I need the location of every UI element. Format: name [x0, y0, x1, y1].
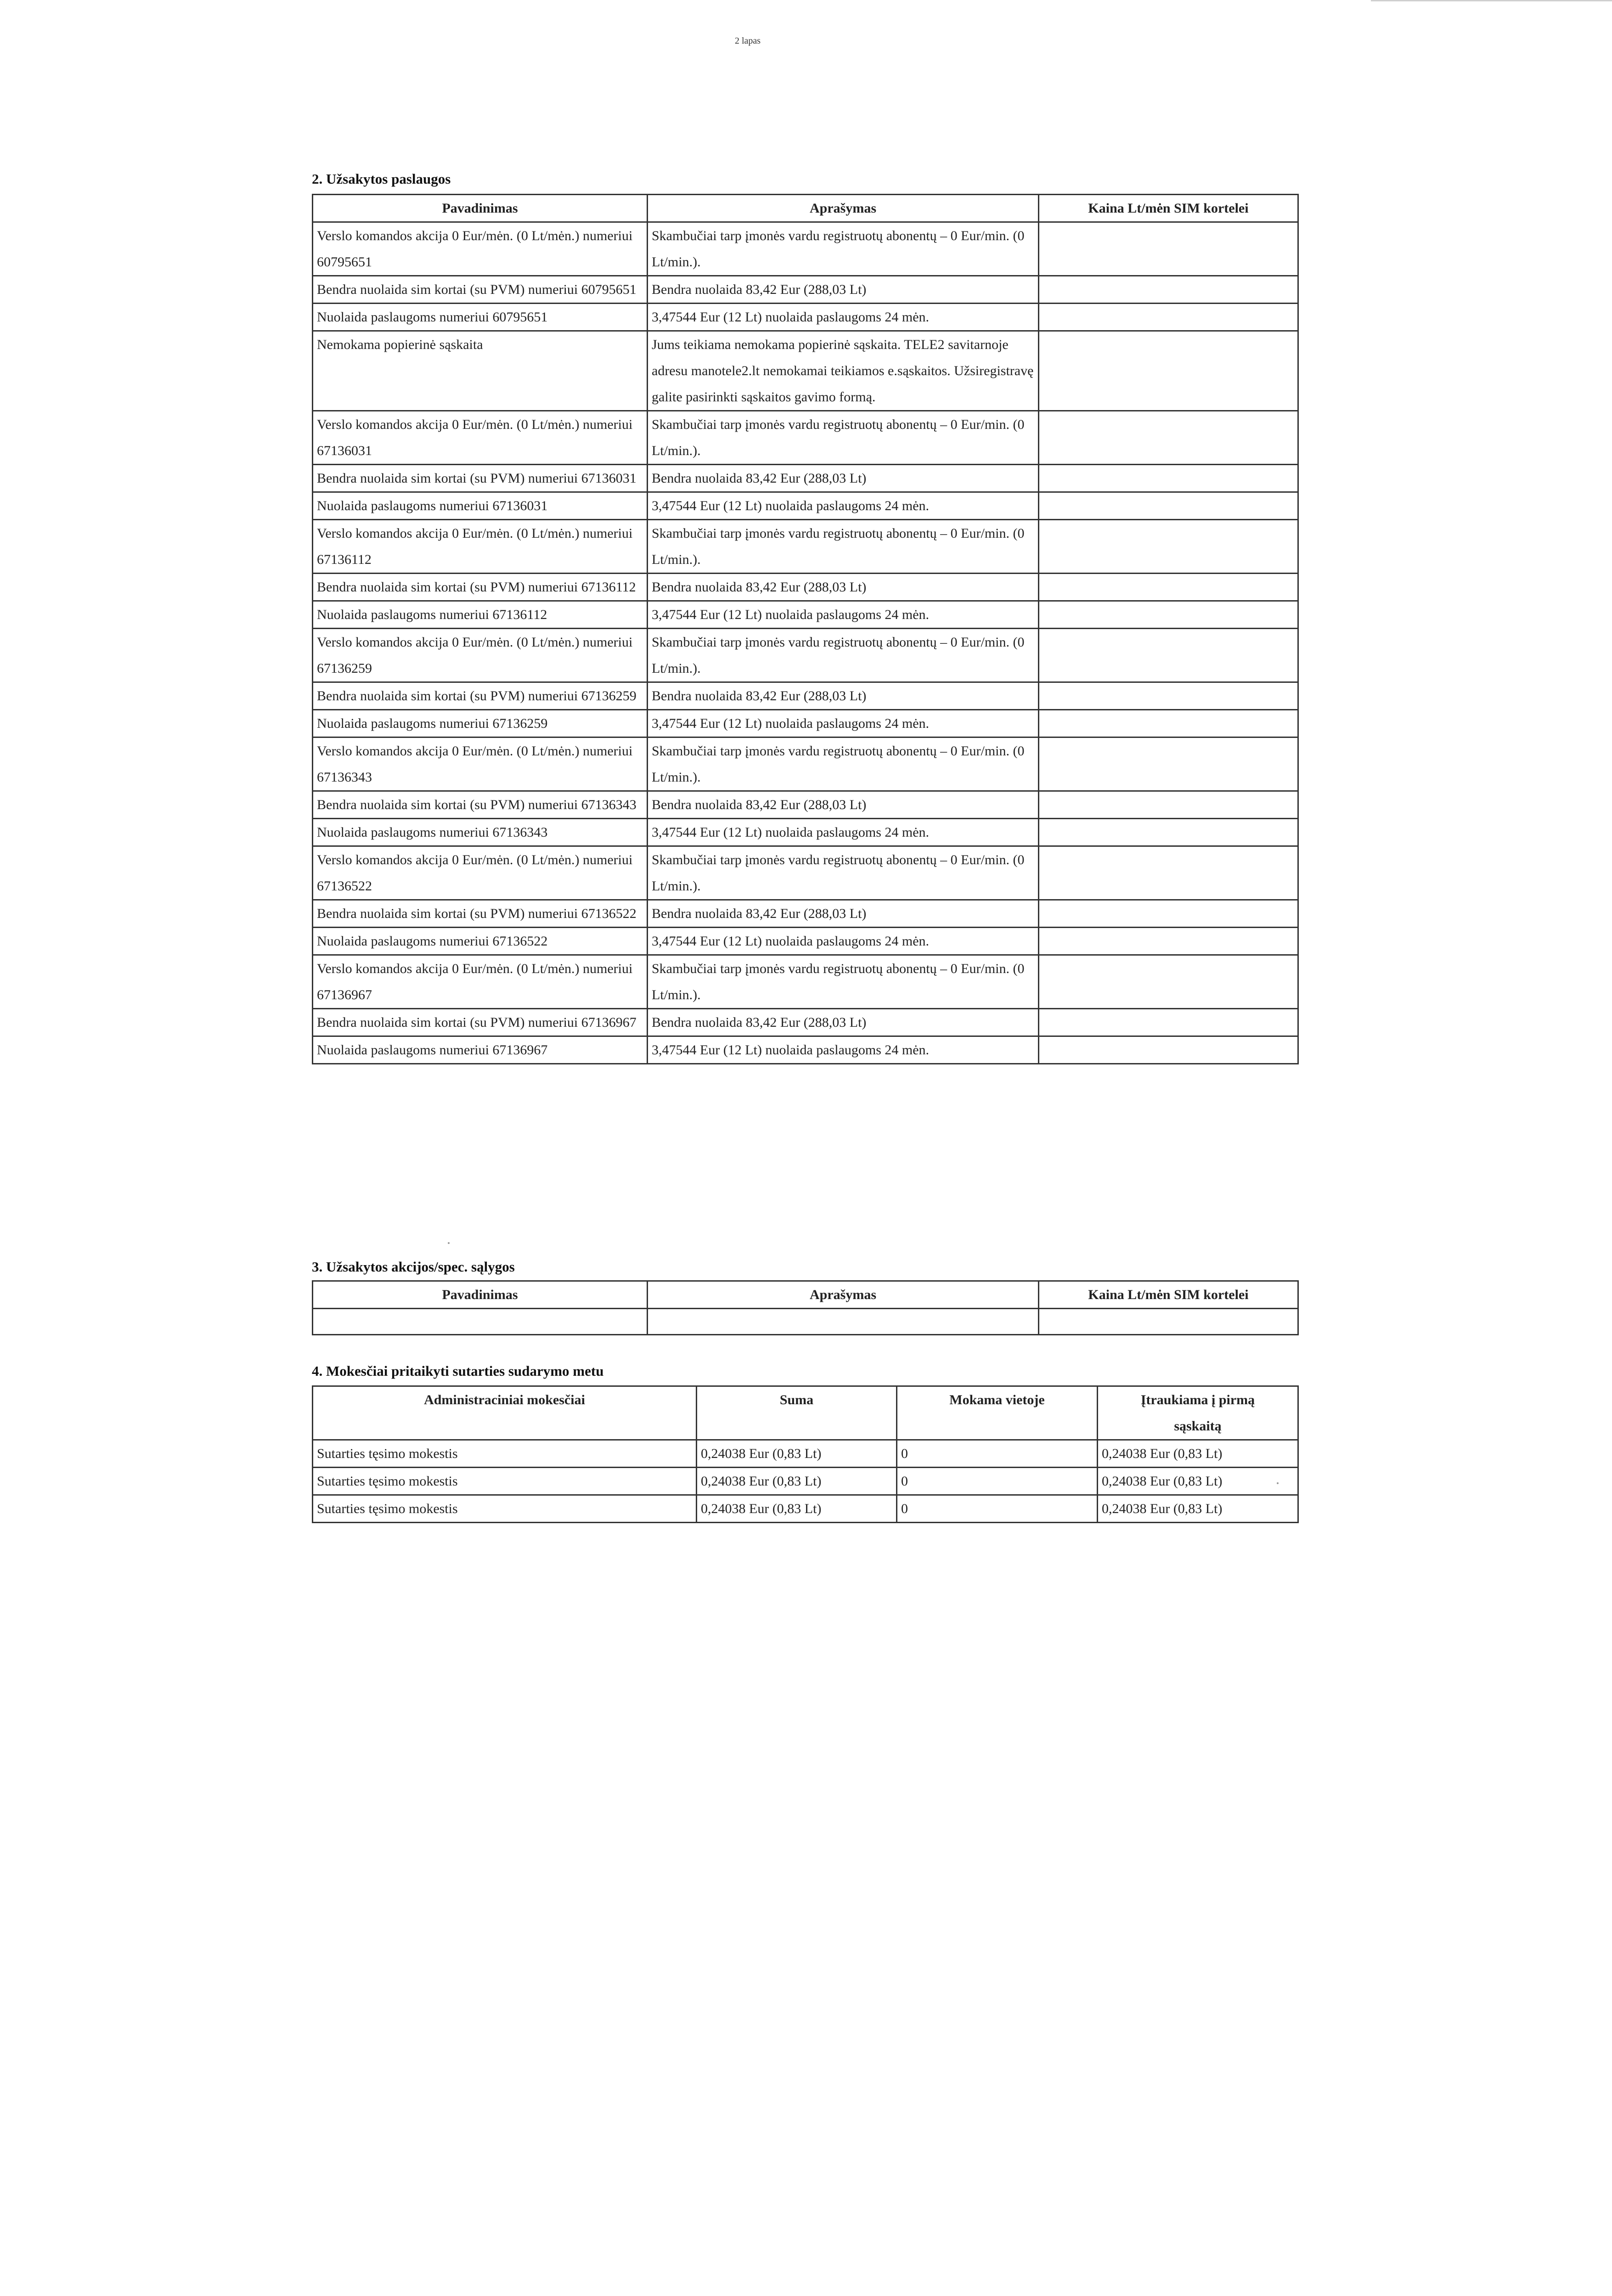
cell-price [1039, 819, 1298, 846]
section-4-title: 4. Mokesčiai pritaikyti sutarties sudarymo metu [312, 1363, 604, 1379]
table-row [313, 520, 1298, 574]
cell-name: Bendra nuolaida sim kortai (su PVM) numeriui 67136343 [313, 791, 648, 819]
cell-name: Bendra nuolaida sim kortai (su PVM) numeriui 67136259 [313, 682, 648, 710]
cell-description: 3,47544 Eur (12 Lt) nuolaida paslaugoms 24 mėn. [648, 304, 1039, 331]
cell-price [1039, 411, 1298, 465]
cell-paid-on-site: 0 [897, 1440, 1098, 1468]
table-header-row [313, 1281, 1298, 1309]
cell-name: Verslo komandos akcija 0 Eur/mėn. (0 Lt/mėn.) numeriui 67136343 [313, 737, 648, 791]
table-row [313, 601, 1298, 629]
cell-price [1039, 900, 1298, 928]
special-conditions-table [312, 1280, 1299, 1335]
cell-description: Bendra nuolaida 83,42 Eur (288,03 Lt) [648, 574, 1039, 601]
cell-description: Bendra nuolaida 83,42 Eur (288,03 Lt) [648, 1009, 1039, 1036]
table-row [313, 1036, 1298, 1064]
scan-speck [448, 1242, 450, 1244]
table-row [313, 629, 1298, 682]
column-header-price: Kaina Lt/mėn SIM kortelei [1039, 1281, 1298, 1309]
cell-price [1039, 465, 1298, 492]
cell-description: 3,47544 Eur (12 Lt) nuolaida paslaugoms 24 mėn. [648, 1036, 1039, 1064]
cell-fee: Sutarties tęsimo mokestis [313, 1495, 697, 1523]
cell-name: Nemokama popierinė sąskaita [313, 331, 648, 411]
cell-price [1039, 928, 1298, 955]
cell-price [1039, 304, 1298, 331]
ordered-services-table [312, 194, 1299, 1064]
cell-name: Bendra nuolaida sim kortai (su PVM) numeriui 67136031 [313, 465, 648, 492]
cell-name: Nuolaida paslaugoms numeriui 67136967 [313, 1036, 648, 1064]
table-row [313, 411, 1298, 465]
table-row [313, 955, 1298, 1009]
cell-description: Skambučiai tarp įmonės vardu registruotų abonentų – 0 Eur/min. (0 Lt/min.). [648, 629, 1039, 682]
services-table-body [313, 222, 1298, 1064]
table-row [313, 276, 1298, 304]
cell-description: Bendra nuolaida 83,42 Eur (288,03 Lt) [648, 276, 1039, 304]
table-row [313, 222, 1298, 276]
cell-description: Skambučiai tarp įmonės vardu registruotų abonentų – 0 Eur/min. (0 Lt/min.). [648, 955, 1039, 1009]
cell-description: Bendra nuolaida 83,42 Eur (288,03 Lt) [648, 465, 1039, 492]
cell-name: Bendra nuolaida sim kortai (su PVM) numeriui 67136967 [313, 1009, 648, 1036]
cell-price [1039, 520, 1298, 574]
table-row [313, 1440, 1298, 1468]
cell-description: Skambučiai tarp įmonės vardu registruotų abonentų – 0 Eur/min. (0 Lt/min.). [648, 846, 1039, 900]
table-row [313, 465, 1298, 492]
cell-first-invoice: 0,24038 Eur (0,83 Lt) [1098, 1468, 1298, 1495]
cell-price [1039, 222, 1298, 276]
cell-description: 3,47544 Eur (12 Lt) nuolaida paslaugoms 24 mėn. [648, 928, 1039, 955]
cell-name: Nuolaida paslaugoms numeriui 67136031 [313, 492, 648, 520]
cell-first-invoice: 0,24038 Eur (0,83 Lt) [1098, 1495, 1298, 1523]
cell-name: Verslo komandos akcija 0 Eur/mėn. (0 Lt/mėn.) numeriui 67136967 [313, 955, 648, 1009]
cell-description: Skambučiai tarp įmonės vardu registruotų abonentų – 0 Eur/min. (0 Lt/min.). [648, 411, 1039, 465]
table-row [313, 846, 1298, 900]
cell-name: Verslo komandos akcija 0 Eur/mėn. (0 Lt/mėn.) numeriui 60795651 [313, 222, 648, 276]
cell-description: Skambučiai tarp įmonės vardu registruotų abonentų – 0 Eur/min. (0 Lt/min.). [648, 737, 1039, 791]
cell-price [1039, 601, 1298, 629]
cell-price [1039, 331, 1298, 411]
cell-fee: Sutarties tęsimo mokestis [313, 1440, 697, 1468]
cell-price [1039, 1036, 1298, 1064]
cell-description: Jums teikiama nemokama popierinė sąskaita. TELE2 savitarnoje adresu manotele2.lt nemokamai teikiamos e.sąskaitos. Užsiregistravę galite pasirinkti sąskaitos gavimo formą. [648, 331, 1039, 411]
cell-name: Verslo komandos akcija 0 Eur/mėn. (0 Lt/mėn.) numeriui 67136522 [313, 846, 648, 900]
cell-name [313, 1309, 648, 1335]
cell-paid-on-site: 0 [897, 1495, 1098, 1523]
table-row [313, 928, 1298, 955]
table-row [313, 900, 1298, 928]
table-row [313, 1495, 1298, 1523]
cell-amount: 0,24038 Eur (0,83 Lt) [697, 1495, 897, 1523]
section-3-title: 3. Užsakytos akcijos/spec. sąlygos [312, 1259, 515, 1275]
cell-name: Bendra nuolaida sim kortai (su PVM) numeriui 67136522 [313, 900, 648, 928]
column-header-amount: Suma [697, 1386, 897, 1440]
cell-name: Verslo komandos akcija 0 Eur/mėn. (0 Lt/mėn.) numeriui 67136031 [313, 411, 648, 465]
table-row [313, 1009, 1298, 1036]
cell-name: Bendra nuolaida sim kortai (su PVM) numeriui 67136112 [313, 574, 648, 601]
cell-price [1039, 682, 1298, 710]
table-row [313, 710, 1298, 737]
cell-price [1039, 791, 1298, 819]
cell-price [1039, 710, 1298, 737]
cell-price [1039, 574, 1298, 601]
cell-name: Nuolaida paslaugoms numeriui 67136522 [313, 928, 648, 955]
cell-price [1039, 1309, 1298, 1335]
table-row [313, 682, 1298, 710]
table-header-row [313, 195, 1298, 222]
scan-speck [1277, 1482, 1279, 1484]
cell-price [1039, 629, 1298, 682]
column-header-name: Pavadinimas [313, 1281, 648, 1309]
cell-description: Skambučiai tarp įmonės vardu registruotų abonentų – 0 Eur/min. (0 Lt/min.). [648, 222, 1039, 276]
contract-fees-table [312, 1385, 1299, 1523]
table-row [313, 574, 1298, 601]
cell-name: Verslo komandos akcija 0 Eur/mėn. (0 Lt/mėn.) numeriui 67136112 [313, 520, 648, 574]
cell-description [648, 1309, 1039, 1335]
section-2-title: 2. Užsakytos paslaugos [312, 171, 451, 187]
cell-price [1039, 1009, 1298, 1036]
table-row [313, 492, 1298, 520]
cell-first-invoice: 0,24038 Eur (0,83 Lt) [1098, 1440, 1298, 1468]
column-header-first-invoice: Įtraukiama į pirmą sąskaitą [1098, 1386, 1298, 1440]
cell-paid-on-site: 0 [897, 1468, 1098, 1495]
cell-price [1039, 955, 1298, 1009]
table-row [313, 1468, 1298, 1495]
cell-price [1039, 846, 1298, 900]
column-header-paid-on-site: Mokama vietoje [897, 1386, 1098, 1440]
cell-description: Skambučiai tarp įmonės vardu registruotų abonentų – 0 Eur/min. (0 Lt/min.). [648, 520, 1039, 574]
cell-description: Bendra nuolaida 83,42 Eur (288,03 Lt) [648, 900, 1039, 928]
fees-table-body [313, 1440, 1298, 1523]
table-row [313, 1309, 1298, 1335]
cell-description: 3,47544 Eur (12 Lt) nuolaida paslaugoms 24 mėn. [648, 601, 1039, 629]
table-row [313, 819, 1298, 846]
cell-description: Bendra nuolaida 83,42 Eur (288,03 Lt) [648, 791, 1039, 819]
cell-price [1039, 276, 1298, 304]
cell-amount: 0,24038 Eur (0,83 Lt) [697, 1440, 897, 1468]
column-header-admin-fees: Administraciniai mokesčiai [313, 1386, 697, 1440]
cell-name: Nuolaida paslaugoms numeriui 67136343 [313, 819, 648, 846]
cell-fee: Sutarties tęsimo mokestis [313, 1468, 697, 1495]
cell-name: Nuolaida paslaugoms numeriui 67136259 [313, 710, 648, 737]
column-header-description: Aprašymas [648, 1281, 1039, 1309]
table-header-row [313, 1386, 1298, 1440]
cell-description: 3,47544 Eur (12 Lt) nuolaida paslaugoms 24 mėn. [648, 710, 1039, 737]
cell-price [1039, 737, 1298, 791]
table-row [313, 737, 1298, 791]
cell-name: Nuolaida paslaugoms numeriui 60795651 [313, 304, 648, 331]
cell-name: Verslo komandos akcija 0 Eur/mėn. (0 Lt/mėn.) numeriui 67136259 [313, 629, 648, 682]
table-row [313, 331, 1298, 411]
table-row [313, 791, 1298, 819]
cell-name: Bendra nuolaida sim kortai (su PVM) numeriui 60795651 [313, 276, 648, 304]
cell-description: 3,47544 Eur (12 Lt) nuolaida paslaugoms 24 mėn. [648, 492, 1039, 520]
column-header-name: Pavadinimas [313, 195, 648, 222]
column-header-description: Aprašymas [648, 195, 1039, 222]
table-row [313, 304, 1298, 331]
cell-description: 3,47544 Eur (12 Lt) nuolaida paslaugoms 24 mėn. [648, 819, 1039, 846]
column-header-price: Kaina Lt/mėn SIM kortelei [1039, 195, 1298, 222]
cell-price [1039, 492, 1298, 520]
page-number: 2 lapas [735, 36, 761, 46]
cell-description: Bendra nuolaida 83,42 Eur (288,03 Lt) [648, 682, 1039, 710]
cell-name: Nuolaida paslaugoms numeriui 67136112 [313, 601, 648, 629]
scan-edge-line [1371, 0, 1612, 1]
cell-amount: 0,24038 Eur (0,83 Lt) [697, 1468, 897, 1495]
